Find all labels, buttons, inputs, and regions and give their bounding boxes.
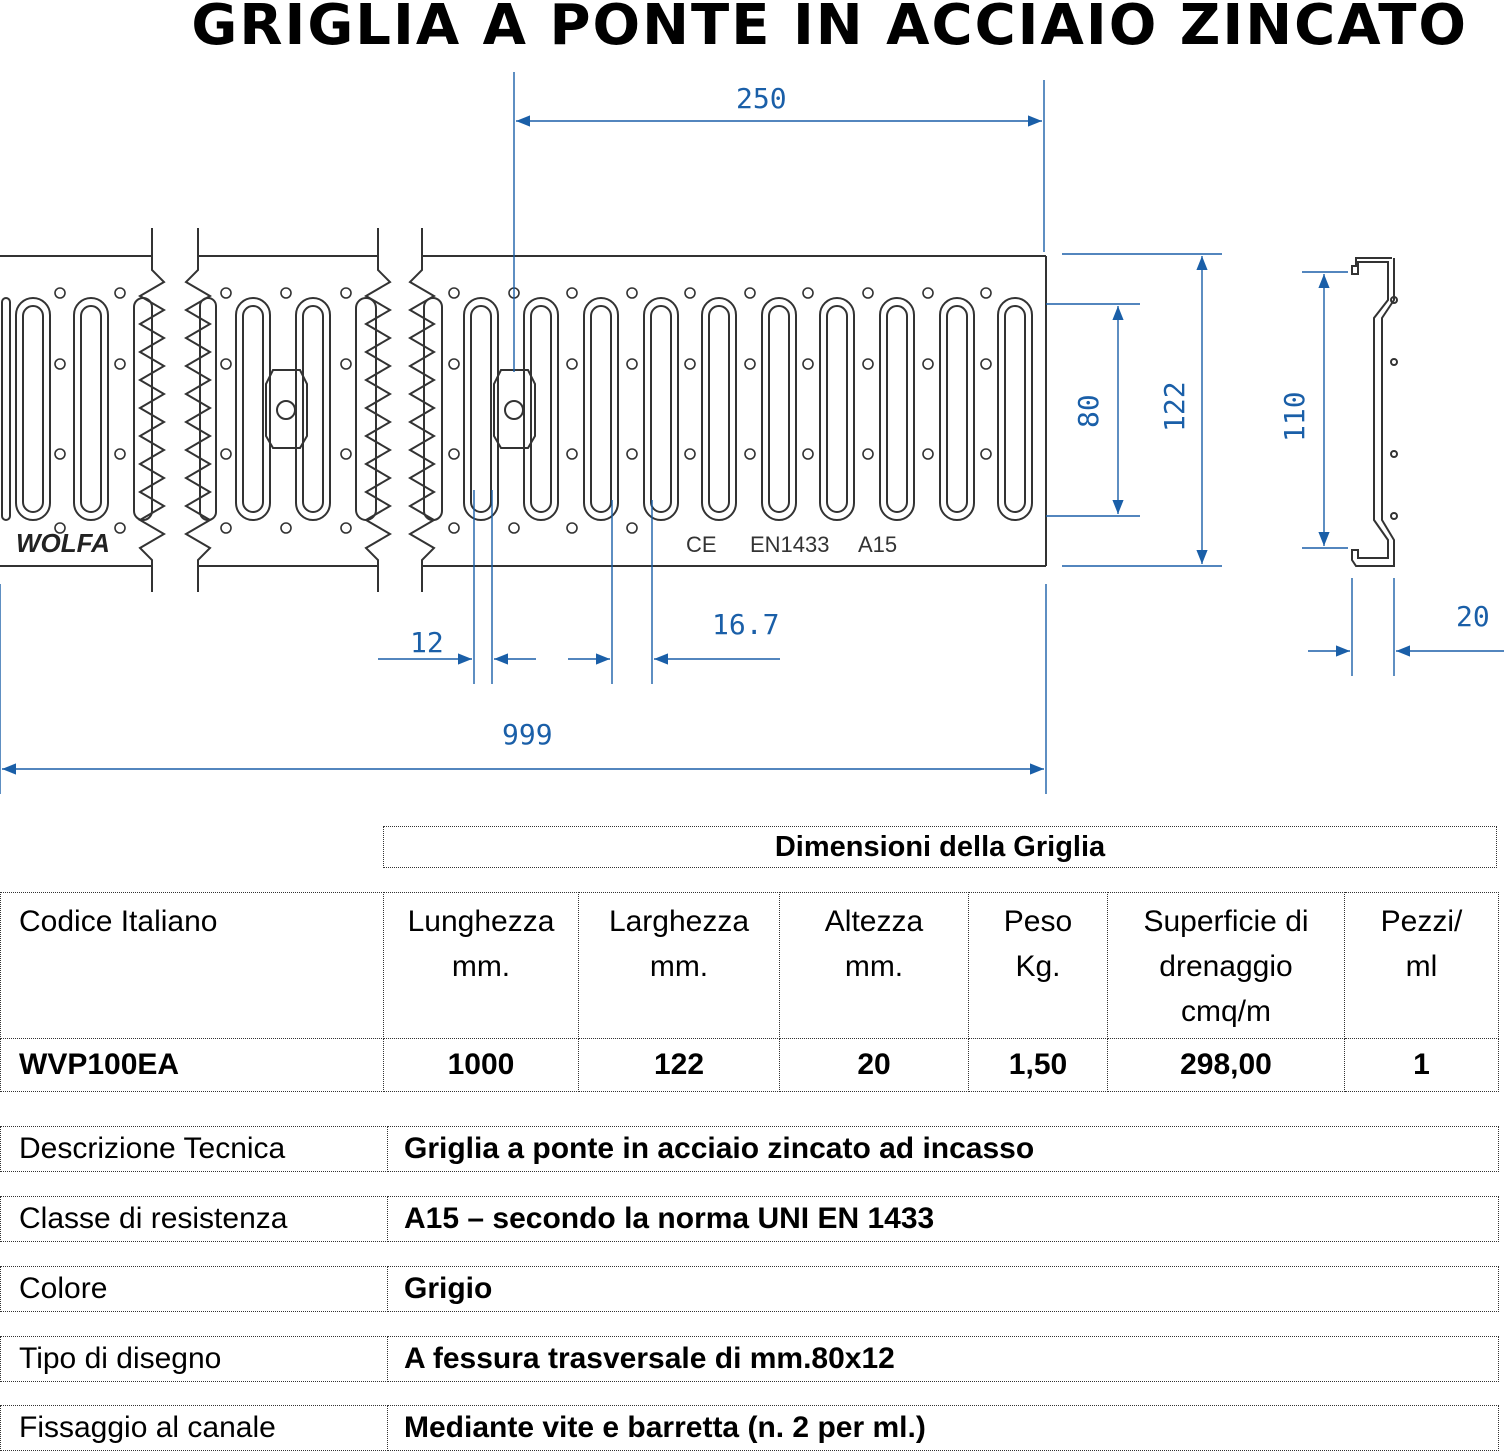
spec-value: Mediante vite e barretta (n. 2 per ml.) bbox=[388, 1406, 1499, 1451]
dimensions-table bbox=[0, 892, 1499, 1092]
dimensions-group-header: Dimensioni della Griglia bbox=[383, 826, 1497, 868]
spec-row-fixing bbox=[0, 1405, 1499, 1451]
header-cell-height: Altezza mm. bbox=[780, 893, 969, 1039]
header-cell-pieces: Pezzi/ ml bbox=[1345, 893, 1499, 1039]
header-cell-code: Codice Italiano bbox=[1, 893, 384, 1039]
dim-total-length: 999 bbox=[502, 718, 553, 751]
fixing-bar-left bbox=[266, 370, 307, 448]
cell-code: WVP100EA bbox=[1, 1039, 384, 1092]
dim-width: 122 bbox=[1158, 381, 1191, 432]
dim-spacing: 250 bbox=[736, 82, 787, 115]
spec-row-description bbox=[0, 1126, 1499, 1172]
slots bbox=[2, 298, 1032, 520]
page-title: GRIGLIA A PONTE IN ACCIAIO ZINCATO bbox=[191, 0, 1468, 58]
header-cell-width: Larghezza mm. bbox=[579, 893, 780, 1039]
brand-logo: WOLFA bbox=[16, 528, 110, 558]
cell-length: 1000 bbox=[384, 1039, 579, 1092]
fixing-bar-right bbox=[494, 370, 535, 448]
spec-label: Tipo di disegno bbox=[1, 1337, 388, 1382]
header-cell-length: Lunghezza mm. bbox=[384, 893, 579, 1039]
spec-value: A fessura trasversale di mm.80x12 bbox=[388, 1337, 1499, 1382]
dim-slot-width: 12 bbox=[410, 626, 444, 659]
side-profile bbox=[1352, 258, 1397, 566]
cell-pieces: 1 bbox=[1345, 1039, 1499, 1092]
dim-slot-pitch: 16.7 bbox=[712, 608, 780, 641]
table-header-row bbox=[1, 893, 1499, 1039]
spec-row-design bbox=[0, 1336, 1499, 1382]
dim-slot-length: 80 bbox=[1072, 394, 1105, 428]
spec-row-class bbox=[0, 1196, 1499, 1242]
spec-row-color bbox=[0, 1266, 1499, 1312]
spec-label: Colore bbox=[1, 1267, 388, 1312]
table-row bbox=[1, 1039, 1499, 1092]
spec-value: Griglia a ponte in acciaio zincato ad incasso bbox=[388, 1127, 1499, 1172]
cell-height: 20 bbox=[780, 1039, 969, 1092]
dim-side-height: 110 bbox=[1278, 391, 1311, 442]
header-cell-drainage: Superficie di drenaggio cmq/m bbox=[1108, 893, 1345, 1039]
technical-drawing bbox=[0, 60, 1504, 805]
norm-mark: EN1433 bbox=[750, 532, 830, 557]
header-cell-weight: Peso Kg. bbox=[969, 893, 1108, 1039]
class-mark: A15 bbox=[858, 532, 898, 557]
cell-width: 122 bbox=[579, 1039, 780, 1092]
spec-label: Classe di resistenza bbox=[1, 1197, 388, 1242]
spec-value: Grigio bbox=[388, 1267, 1499, 1312]
cell-drainage: 298,00 bbox=[1108, 1039, 1345, 1092]
spec-label: Descrizione Tecnica bbox=[1, 1127, 388, 1172]
spec-value: A15 – secondo la norma UNI EN 1433 bbox=[388, 1197, 1499, 1242]
dim-side-depth: 20 bbox=[1456, 600, 1490, 633]
ce-mark: CE bbox=[686, 532, 717, 557]
spec-label: Fissaggio al canale bbox=[1, 1406, 388, 1451]
cell-weight: 1,50 bbox=[969, 1039, 1108, 1092]
